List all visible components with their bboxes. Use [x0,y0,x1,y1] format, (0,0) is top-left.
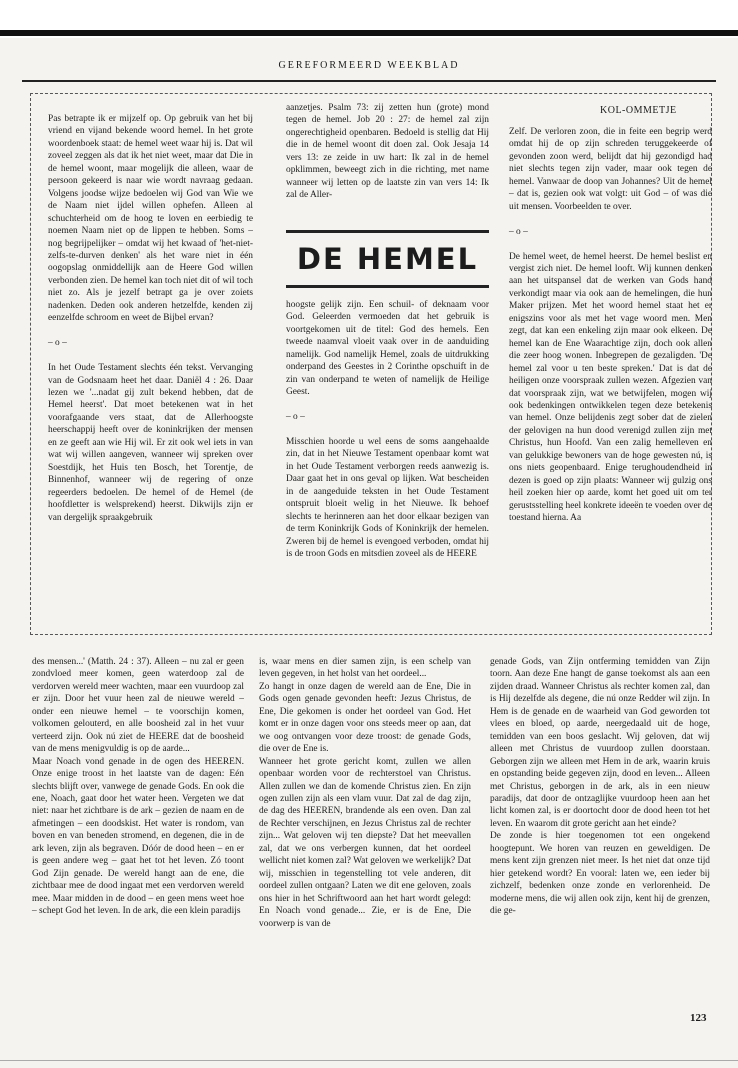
boxed-column-2-top: aanzetjes. Psalm 73: zij zetten hun (grote) mond tegen de hemel. Job 20 : 27: de hemel zal zijn ongerechtigheid openbaren. Bedoeld is stellig dat Hij die in de hemel woont dit doen zal. Ook Jesaja 14 vers 13: ze zeide in uw hart: Ik zal in de hemel opklimmen, beweegt zich in die richting, met name wanneer wij letten op de laatste zin van vers 14: Ik zal de Aller- [286,103,489,201]
page-number: 123 [690,1012,707,1024]
top-black-rule [0,30,738,36]
section-label: KOL-OMMETJE [600,105,677,116]
header-rule [22,80,716,82]
boxed-column-2-bottom: hoogste gelijk zijn. Een schuil- of deknaam voor God. Geleerden vermoeden dat het gebruik is voortgekomen uit de titel: God des hemels. Een tweede naamval vloeit vaak over in de aanduiding namelijk. God namelijk Hemel, zoals de uitdrukking onderpand des Geestes in 2 Corinthe opschuift in de zin van onderpand te weten of namelijk de Heilige Geest. – o – Misschien hoorde u wel eens de soms aangehaalde zin, dat in het Nieuwe Testament openbaar komt wat in het Oude Testament verborgen reeds aanwezig is. Daar gaat het in ons geval op lijken. Wat bescheiden in de aangeduide teksten in het Oude Testament ontspruit bloeit welig in het Nieuwe. Ik behoef slechts te herinneren aan het door elkaar bezigen van de term Koninkrijk Gods of Koninkrijk der hemelen. Zweren bij de hemel is evengoed verboden, omdat hij is de troon Gods en mitsdien zoveel als de HEERE [286,300,489,560]
boxed-column-1: Pas betrapte ik er mijzelf op. Op gebruik van het bij vriend en vijand bekende woord hemel. In het grote woordenboek staat: de hemel weet waar hij is. Dat wil zoveel zeggen als dat ik het niet weet, maar dat Die in de hemel woont, maar mogelijk die alleen, waar de persoon gekeerd is naar wie wordt navraag gedaan. Volgens joodse wijze bedoelen wij God van Wie we de Naam niet ijdel willen ophefen. Alleen al schuchterheid om de hoog te loven en eerbiedig te noemen Naam niet op de lippen te hebben. Soms – nog begrijpelijker – omdat wij het kwaad of 'het-niet-zelfs-te-durven denken' als het ware niet in één oogopslag onmiddellijk aan de Heere God willen verbonden zien. De hemel kan toch niet dit of wil toch niet zo. Als je jezelf betrapt ga je over zoiets nadenken. Deden ook anderen hetzelfde, kenden zij eenzelfde schroom en weet de Bijbel ervan? – o – In het Oude Testament slechts één tekst. Vervanging van de Godsnaam heet het daar. Daniël 4 : 26. Daar lezen we '...nadat gij zult bekend hebben, dat de Hemel heerst'. Dat moet betekenen wat in het voorafgaande vers staat, dat de Allerhoogste heerschappij heeft over de koninkrijken der mensen en ze geeft aan wie Hij wil. Er zit ook wel iets in van wat wij willen aangeven, wanneer wij spreken over Soestdijk, het Huis ten Bosch, het Torentje, de Binnenhof, wanneer wij de regering of onze regeerders bedoelen. De hemel of de Hemel (de hoofdletter is welsprekend) heerst. Dikwijls zijn er van dergelijk spraakgebruik [48,114,253,523]
running-header: GEREFORMEERD WEEKBLAD [278,60,460,71]
lower-column-1: des mensen...' (Matth. 24 : 37). Alleen – nu zal er geen zondvloed meer komen, geen waterdoop zal de verdorven wereld meer wachten, maar een vuurdoop zal er zijn. Door het vuur heen zal de nieuwe wereld – onder een nieuwe hemel – te voorschijn komen, volkomen gelouterd, en alle boosheid zal in het vuur verteerd zijn. Ook nú ziet de HEERE dat de boosheid van de mens menigvuldig is op de aarde... Maar Noach vond genade in de ogen des HEEREN. Onze enige troost in het laatste van de dagen: Eén slechts blijft over, vanwege de genade Gods. En ook die ene, Noach, gaat door het water heen. Vergeten we dat niet: naar het zichtbare is de ark – gezien de naam en de afmetingen – een doodskist. Het water is rondom, van boven en van beneden stromend, en degenen, die in de ark leven, zijn als begraven. Dóór de dood heen – en er is geen andere weg – gaat het tot het leven. Zó toont God Zijn genade. De wereld hangt aan de ene, die zichtbaar mee de dood ingaat met een verdorven wereld mee. Maar midden in de dood – en geen mens weet hoe – schept God het leven. In de ark, die een klein paradijs [32,657,244,917]
lower-column-3: genade Gods, van Zijn ontferming temidden van Zijn toorn. Aan deze Ene hangt de ganse toekomst als aan een zijden draad. Wanneer Christus als rechter komen zal, dan is Hij dezelfde als degene, die nú onze Redder wil zijn. In Hem is de genade en de waarheid van God geworden tot vlees en bloed, op aarde, neergedaald uit de hoge, temidden van een boos geslacht. Wij geloven, dat wij alleen met Christus de vuurdoop zullen doorstaan. Geborgen zijn we alleen met Hem in de ark, waarin kruis en opstanding beide gegeven zijn, dood en leven... Alleen met Christus, geborgen in de ark, als in een nieuw paradijs, dat door de ontzaglijke vuurdoop heen aan het licht komen zal, is er doortocht door de dood heen tot het leven. En waarom dit grote gericht aan het einde? De zonde is hier toegenomen tot een ongekend hoogtepunt. We horen van reuzen en geweldigen. De mens kent zijn grenzen niet meer. Is het niet dat onze tijd hier getekend wordt? En vooral: laten we, een ieder bij zichzelf, bedenken onze zonde en verlorenheid. De moderne mens, die wij allen ook zijn, kent hij de grenzen, die ge- [490,657,710,917]
lower-column-2: is, waar mens en dier samen zijn, is een schelp van leven gegeven, in het holst van het oordeel... Zo hangt in onze dagen de wereld aan de Ene, Die in Gods ogen genade gevonden heeft: Jezus Christus, de Ene, Die gekomen is onder het oordeel van God. Het komt er in onze dagen voor ons steeds meer op aan, dat we oog ontvangen voor deze troost: de genade Gods, die over de Ene is. Wanneer het grote gericht komt, zullen we allen openbaar worden voor de rechterstoel van Christus. Allen zullen we dan de komende Christus zien. En zijn ogen zullen zijn als een vlam vuur. Dat zal de dag zijn, de dag des HEEREN, brandende als een oven. Dan zal de Rechter verschijnen, en Jezus Christus zal de rechter zijn... Wat geloven wij ten diepste? Dat het meevallen zal, dat we ons verbergen kunnen, dat het oordeel wellicht niet komen zal? Wat geloven we werkelijk? Dat wij, misschien in tegenstelling tot vele anderen, dit oordeel zullen ontgaan? Laten we dit ene geloven, zoals ons hier in het Schriftwoord aan het hart wordt gelegd: En Noach vond genade... Zie, er is de Ene, Die voorwerp is van de [259,657,472,929]
article-title: DE HEMEL [296,242,479,276]
boxed-column-3: Zelf. De verloren zoon, die in feite een begrip werd omdat hij de op zijn schreden teruggekeerde of gevonden zoon werd, belijdt dat hij gezondigd had niet slechts tegen zijn vader, maar ook tegen de hemel. Vanwaar de doop van Johannes? Uit de hemel – dat is, gezien ook wat volgt: uit God – of was die uit mensen. Voorbeelden te over. – o – De hemel weet, de hemel heerst. De hemel beslist en vergist zich niet. De hemel looft. Wij kunnen denken aan het uitspansel dat de werken van Gods hand verkondigt maar via ook aan de hemelingen, die hun Maker prijzen. Met het woord hemel staat het er enigszins voor als met het vage woord men. Men zegt, dat kan een enkeling zijn maar ook elkeen. De hemel kan de Ene Waarachtige zijn, doch ook allen die zeer hoog wonen. Inbegrepen de gezaligden. 'De hemel zal voor u ten beste spreken.' Dat is dat de heiligen onze voorspraak zullen wezen. Afgezien van dat voorspraak zijn, wat we betwijfelen, mogen wij ook bedenkingen ontwikkelen tegen deze betekenis van hemel. Onze belijdenis zegt sober dat de zielen der gelovigen na hun dood verenigd zullen zijn met Christus, hun Hoofd. Van een zalig hemelleven en van gelukkige bewoners van de hoge gewesten nú, is ons niets geopenbaard. Enige terughoudendheid in dezen is goed op zijn plaats: Wanneer wij gulzig ons heil zoeken hier op aarde, komt het goed uit om ter gerustsstelling heel konkrete ideeën te voeden over de toestand hierna. Aa [509,127,712,524]
article-title-block [286,230,489,288]
bottom-rule [0,1060,738,1061]
